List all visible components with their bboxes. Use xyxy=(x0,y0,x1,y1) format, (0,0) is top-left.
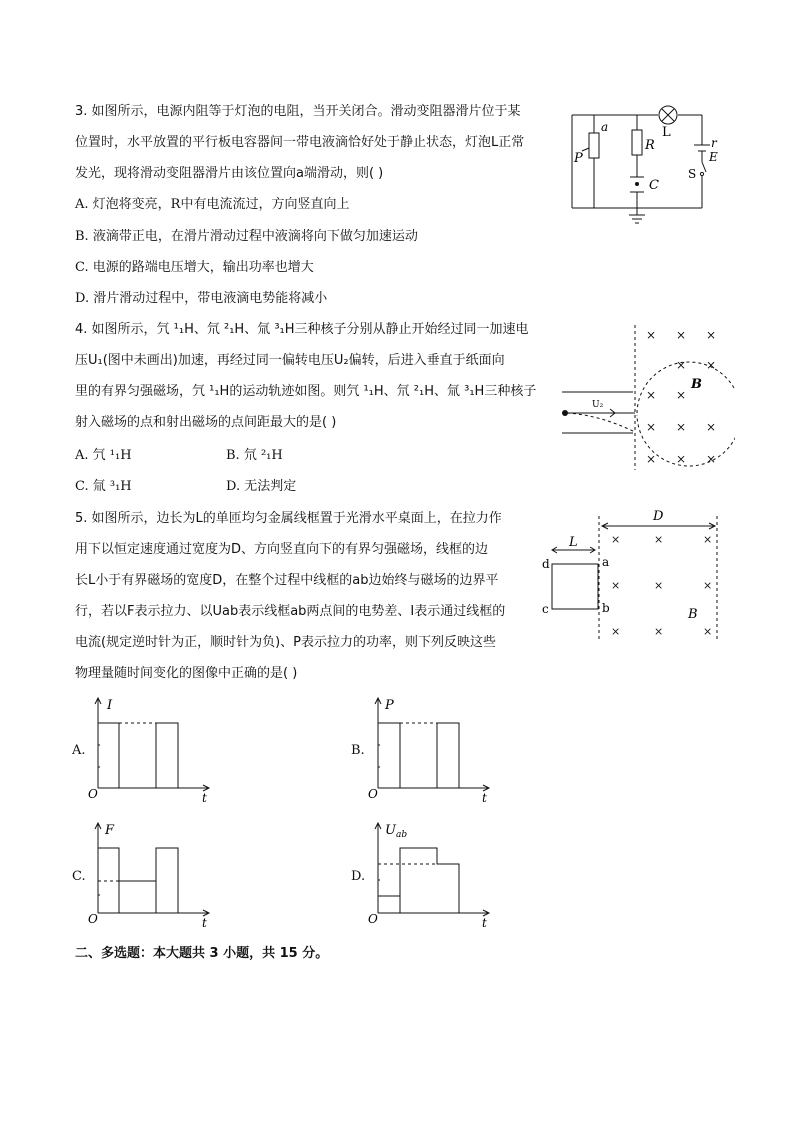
label-corner-c: c xyxy=(542,602,549,616)
graph-a-current-time xyxy=(85,690,220,805)
svg-text:×: × xyxy=(706,420,717,434)
graph-b-power-time xyxy=(365,690,500,805)
origin-label: O xyxy=(88,912,98,926)
label-s: S xyxy=(688,167,697,181)
svg-text:×: × xyxy=(706,452,717,466)
q5-option-d-label: D. xyxy=(351,869,366,884)
svg-text:×: × xyxy=(646,452,657,466)
q4-line-1: 4. 如图所示，氕 ¹₁H、氘 ²₁H、氚 ³₁H三种核子分别从静止开始经过同一加速电 xyxy=(75,322,529,337)
q4-option-c: C. 氚 ³₁H xyxy=(75,479,132,494)
axis-y-label: F xyxy=(105,823,115,838)
q3-option-d: D. 滑片滑动过程中，带电液滴电势能将减小 xyxy=(75,291,328,306)
particle-source xyxy=(562,410,568,416)
svg-text:×: × xyxy=(706,358,717,372)
q4-line-3: 里的有界匀强磁场，氕 ¹₁H的运动轨迹如图。则氕 ¹₁H、氘 ²₁H、氚 ³₁H三种核子 xyxy=(75,384,537,399)
label-e: E xyxy=(709,150,718,164)
label-b-field: B xyxy=(688,607,698,622)
q4-line-4: 射入磁场的点和射出磁场的点间距最大的是( ) xyxy=(75,415,337,430)
label-corner-b: b xyxy=(602,601,610,615)
label-r: R xyxy=(645,138,655,153)
svg-text:×: × xyxy=(611,579,621,592)
graph-c-force-time xyxy=(85,815,220,930)
q5-line-2: 用下以恒定速度通过宽度为D、方向竖直向下的有界匀强磁场，线框的边 xyxy=(75,542,489,557)
origin-label: O xyxy=(88,787,98,801)
q4-magnetic-field-diagram xyxy=(555,320,735,475)
svg-text:×: × xyxy=(654,579,664,592)
label-u2: U₂ xyxy=(592,400,604,410)
q3-option-b: B. 液滴带正电，在滑片滑动过程中液滴将向下做匀加速运动 xyxy=(75,229,418,244)
q5-line-1: 5. 如图所示，边长为L的单匝均匀金属线框置于光滑水平桌面上，在拉力作 xyxy=(75,511,502,526)
axis-y-label: P xyxy=(385,698,394,713)
q3-line-1: 3. 如图所示，电源内阻等于灯泡的电阻，当开关闭合。滑动变阻器滑片位于某 xyxy=(75,104,521,119)
svg-text:×: × xyxy=(611,533,621,546)
label-corner-d: d xyxy=(542,557,550,571)
q5-option-a-label: A. xyxy=(72,743,86,758)
origin-label: O xyxy=(368,787,378,801)
svg-text:×: × xyxy=(703,625,713,638)
droplet-dot xyxy=(635,182,639,186)
svg-text:×: × xyxy=(646,328,657,342)
q5-line-6: 物理量随时间变化的图像中正确的是( ) xyxy=(75,666,298,681)
label-c: C xyxy=(649,178,659,193)
label-d-width: D xyxy=(653,509,664,524)
svg-text:×: × xyxy=(706,328,717,342)
label-r-internal: r xyxy=(711,136,717,150)
svg-text:×: × xyxy=(611,625,621,638)
origin-label: O xyxy=(368,912,378,926)
svg-text:×: × xyxy=(646,420,657,434)
q3-line-3: 发光，现将滑动变阻器滑片由该位置向a端滑动，则( ) xyxy=(75,166,384,181)
axis-y-label: I xyxy=(107,698,113,713)
svg-text:×: × xyxy=(654,533,664,546)
q5-option-c-label: C. xyxy=(72,869,86,884)
q4-option-a: A. 氕 ¹₁H xyxy=(75,448,132,463)
svg-text:×: × xyxy=(676,328,687,342)
svg-text:×: × xyxy=(703,579,713,592)
q4-line-2: 压U₁(图中未画出)加速，再经过同一偏转电压U₂偏转，后进入垂直于纸面向 xyxy=(75,353,505,368)
graph-d-voltage-time xyxy=(365,815,500,930)
q3-option-a: A. 灯泡将变亮，R中有电流流过，方向竖直向上 xyxy=(75,197,350,212)
label-b-field: B xyxy=(691,377,702,392)
q5-line-4: 行，若以F表示拉力、以Uab表示线框ab两点间的电势差、I表示通过线框的 xyxy=(75,604,506,619)
label-corner-a: a xyxy=(602,555,610,569)
q5-option-b-label: B. xyxy=(351,743,365,758)
axis-x-label: t xyxy=(482,916,487,930)
svg-text:×: × xyxy=(703,533,713,546)
q4-option-b: B. 氘 ²₁H xyxy=(226,448,283,463)
q5-line-3: 长L小于有界磁场的宽度D，在整个过程中线框的ab边始终与磁场的边界平 xyxy=(75,573,499,588)
svg-text:×: × xyxy=(654,625,664,638)
q5-loop-field-diagram xyxy=(536,506,726,646)
svg-text:×: × xyxy=(676,420,687,434)
q3-option-c: C. 电源的路端电压增大，输出功率也增大 xyxy=(75,260,314,275)
section-heading-multiple-choice: 二、多选题：本大题共 3 小题，共 15 分。 xyxy=(75,946,329,961)
svg-text:×: × xyxy=(646,388,657,402)
axis-x-label: t xyxy=(202,791,207,805)
q3-line-2: 位置时，水平放置的平行板电容器间一带电液滴恰好处于静止状态，灯泡L正常 xyxy=(75,135,525,150)
q3-circuit-diagram xyxy=(560,100,730,230)
q4-option-d: D. 无法判定 xyxy=(226,479,297,494)
axis-x-label: t xyxy=(202,916,207,930)
svg-text:×: × xyxy=(676,358,687,372)
q5-line-5: 电流(规定逆时针为正，顺时针为负)、P表示拉力的功率，则下列反映这些 xyxy=(75,635,496,650)
label-a: a xyxy=(601,120,609,134)
label-l: L xyxy=(662,125,671,140)
svg-text:×: × xyxy=(676,452,687,466)
label-l-side: L xyxy=(569,535,578,550)
label-p: P xyxy=(574,151,583,166)
svg-text:×: × xyxy=(676,388,687,402)
axis-x-label: t xyxy=(482,791,487,805)
axis-y-label: $U_{ab}$ xyxy=(385,823,408,840)
